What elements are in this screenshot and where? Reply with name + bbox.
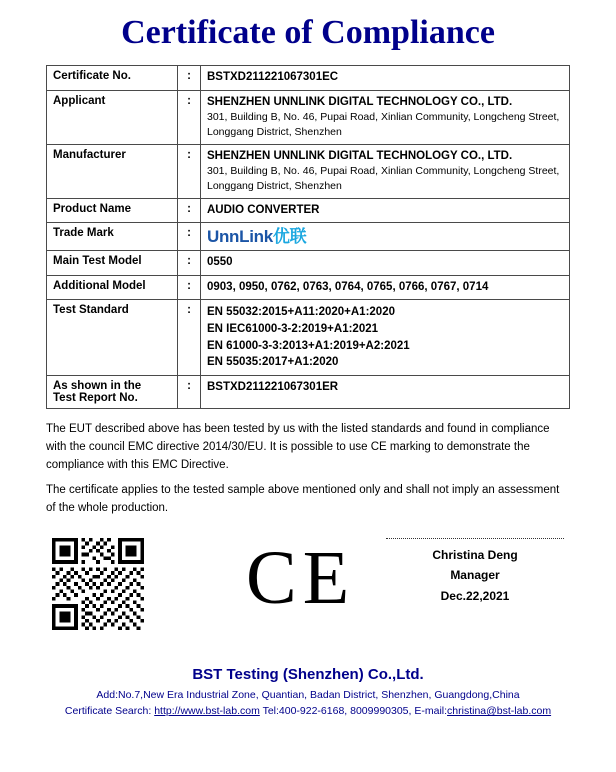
row-value — [201, 275, 570, 300]
table-row — [47, 223, 570, 251]
statement-paragraph-1: The EUT described above has been tested by us with the listed standards and found in compliance with the council EMC directive 2014/30/EU. It is possible to use CE marking to demonstrate the compliance with this EMC Directive. — [46, 422, 550, 471]
applicant-name: SHENZHEN UNNLINK DIGITAL TECHNOLOGY CO., LTD. — [207, 95, 513, 108]
ce-mark-icon: CE — [246, 535, 356, 620]
compliance-statement — [46, 421, 570, 518]
manufacturer-address: 301, Building B, No. 46, Pupai Road, Xinlian Community, Longcheng Street, Longgang District, Shenzhen — [207, 165, 560, 192]
row-value — [201, 66, 570, 91]
trademark-logo — [207, 227, 563, 246]
signatory-name: Christina Deng — [432, 547, 518, 562]
footer — [46, 666, 570, 717]
row-label: Product Name — [47, 198, 178, 223]
row-value — [201, 251, 570, 276]
footer-address: Add:No.7,New Era Industrial Zone, Quantian, Badan District, Shenzhen, Guangdong,China — [96, 688, 520, 701]
row-label: Main Test Model — [47, 251, 178, 276]
row-colon: : — [178, 90, 201, 144]
signature-date: Dec.22,2021 — [440, 588, 510, 603]
trademark-chinese: 优联 — [272, 227, 307, 247]
signature-divider — [386, 538, 564, 539]
email-link[interactable]: christina@bst-lab.com — [447, 704, 552, 717]
product-name-value: AUDIO CONVERTER — [207, 203, 320, 216]
table-row — [47, 198, 570, 223]
footer-tel: Tel:400-922-6168, 8009990305, — [262, 704, 412, 717]
trademark-latin: UnnLink — [207, 227, 273, 247]
email-label: E-mail: — [414, 704, 448, 717]
table-row — [47, 375, 570, 408]
report-no-value: BSTXD211221067301ER — [207, 380, 339, 393]
table-row — [47, 300, 570, 376]
standard-line: EN 55032:2015+A11:2020+A1:2020 — [207, 306, 395, 319]
row-value — [201, 90, 570, 144]
qr-code — [52, 538, 144, 630]
footer-contact — [46, 705, 570, 717]
certificate-no-value: BSTXD211221067301EC — [207, 71, 339, 84]
standard-line: EN 55035:2017+A1:2020 — [207, 356, 339, 369]
footer-company-name: BST Testing (Shenzhen) Co.,Ltd. — [192, 665, 424, 683]
row-value — [201, 144, 570, 198]
standard-line: EN 61000-3-3:2013+A1:2019+A2:2021 — [207, 339, 410, 352]
marks-and-signature-area — [46, 530, 570, 660]
website-link[interactable]: http://www.bst-lab.com — [154, 704, 260, 717]
row-colon: : — [178, 198, 201, 223]
table-row — [47, 144, 570, 198]
manufacturer-name: SHENZHEN UNNLINK DIGITAL TECHNOLOGY CO., LTD. — [207, 149, 513, 162]
signatory-position: Manager — [450, 568, 500, 583]
row-value — [201, 223, 570, 251]
row-label: Additional Model — [47, 275, 178, 300]
applicant-address: 301, Building B, No. 46, Pupai Road, Xinlian Community, Longcheng Street, Longgang District, Shenzhen — [207, 111, 560, 139]
row-label: Applicant — [47, 90, 178, 144]
row-colon: : — [178, 300, 201, 376]
standard-line: EN IEC61000-3-2:2019+A1:2021 — [207, 322, 379, 335]
additional-model-value: 0903, 0950, 0762, 0763, 0764, 0765, 0766, 0767, 0714 — [207, 280, 489, 293]
table-row — [47, 90, 570, 144]
signature-block — [380, 538, 570, 606]
row-label: Test Standard — [47, 300, 178, 376]
row-label: Trade Mark — [47, 223, 178, 251]
row-value — [201, 300, 570, 376]
row-colon: : — [178, 144, 201, 198]
row-colon: : — [178, 375, 201, 408]
row-colon: : — [178, 275, 201, 300]
report-label-line2: Test Report No. — [53, 391, 138, 404]
row-label — [47, 375, 178, 408]
report-label-line1: As shown in the — [53, 379, 142, 392]
statement-paragraph-2: The certificate applies to the tested sample above mentioned only and shall not imply an assessment of the whole production. — [46, 484, 560, 515]
table-row — [47, 66, 570, 91]
row-value — [201, 375, 570, 408]
page-title: Certificate of Compliance — [121, 14, 495, 51]
row-value — [201, 198, 570, 223]
row-colon: : — [178, 66, 201, 91]
certificate-info-table — [46, 65, 570, 409]
row-colon: : — [178, 223, 201, 251]
table-row — [47, 251, 570, 276]
row-label: Certificate No. — [47, 66, 178, 91]
row-colon: : — [178, 251, 201, 276]
table-row — [47, 275, 570, 300]
certificate-search-label: Certificate Search: — [64, 704, 152, 717]
main-test-model-value: 0550 — [207, 256, 233, 269]
row-label: Manufacturer — [47, 144, 178, 198]
